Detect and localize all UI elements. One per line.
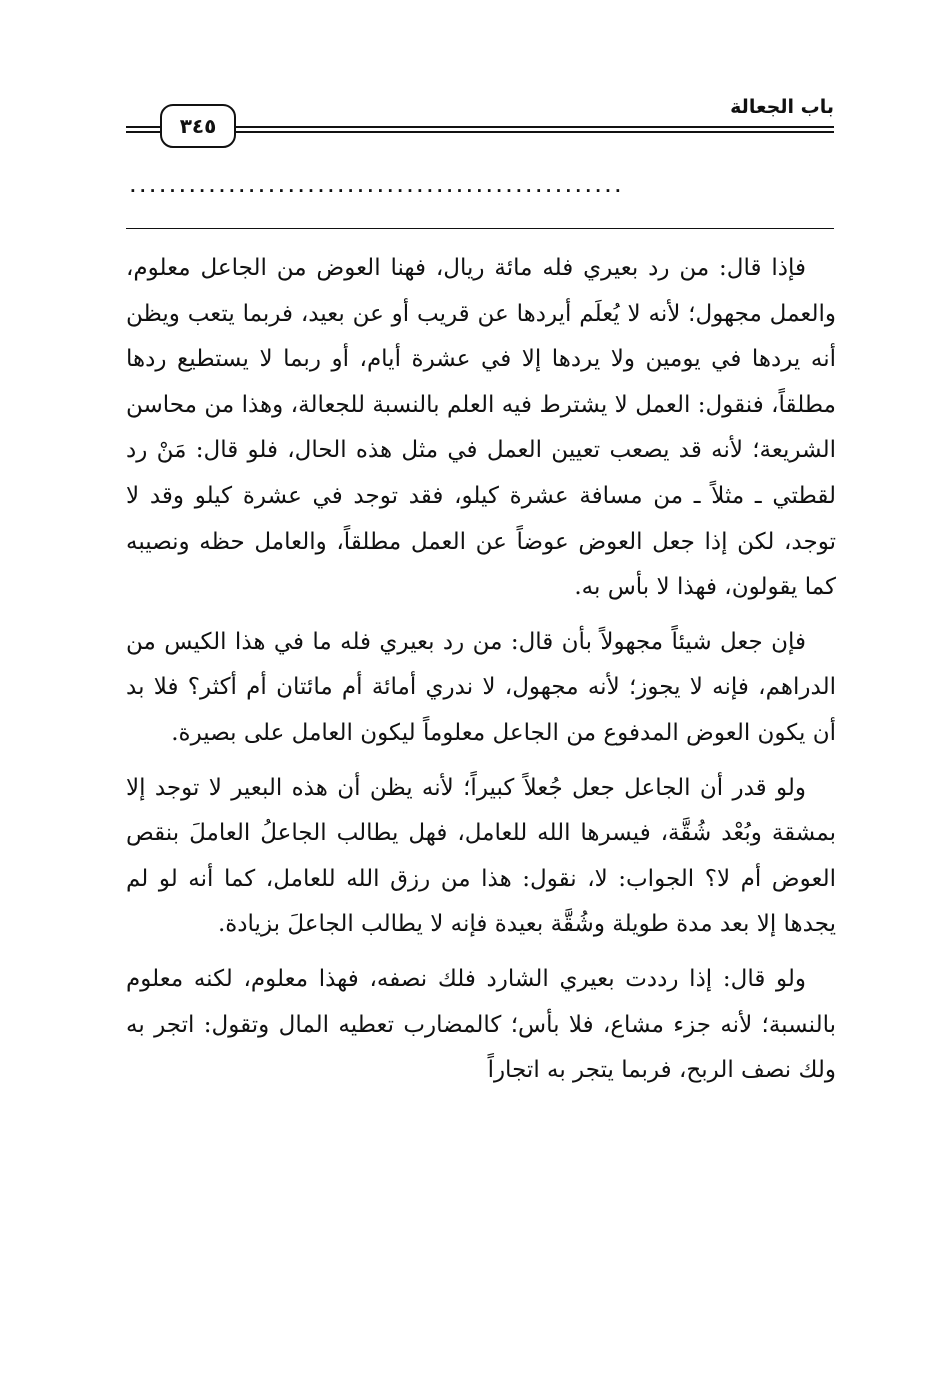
header-rule-right: [226, 126, 834, 133]
paragraph: ولو قال: إذا رددت بعيري الشارد فلك نصفه، فهذا معلوم، لكنه معلوم بالنسبة؛ لأنه جزء مشاع، فلا بأس؛ كالمضارب تعطيه المال وتقول: اتجر به ولك نصف الربح، فربما يتجر به اتجاراً: [126, 965, 836, 1084]
page-header: [126, 92, 834, 152]
dotted-separator: ..................................................: [130, 178, 625, 196]
chapter-title: باب الجعالة: [730, 96, 834, 118]
paragraph: فإن جعل شيئاً مجهولاً بأن قال: من رد بعيري فله ما في هذا الكيس من الدراهم، فإنه لا يجوز؛ لأنه مجهول، لا ندري أمائة أم مائتان أم أكثر؟ فلا بد أن يكون العوض المدفوع من الجاعل معلوماً ليكون العامل على بصيرة.: [126, 628, 836, 746]
page-number: ٣٤٥: [160, 104, 236, 148]
paragraph: ولو قدر أن الجاعل جعل جُعلاً كبيراً؛ لأنه يظن أن هذه البعير لا توجد إلا بمشقة وبُعْد شُقَّة، فيسرها الله للعامل، فهل يطالب الجاعلُ العاملَ بنقص العوض أم لا؟ الجواب: لا، نقول: هذا من رزق الله للعامل، كما أنه لو لم يجدها إلا بعد مدة طويلة وشُقَّة بعيدة فإنه لا يطالب الجاعلَ بزيادة.: [126, 774, 836, 938]
paragraph: فإذا قال: من رد بعيري فله مائة ريال، فهنا العوض من الجاعل معلوم، والعمل مجهول؛ لأنه لا يُعلَم أيردها عن قريب أو عن بعيد، فربما يتعب ويظن أنه يردها في يومين ولا يردها إلا في عشرة أيام، أو ربما لا يستطيع ردها مطلقاً، فنقول: العمل لا يشترط فيه العلم بالنسبة للجعالة، وهذا من محاسن الشريعة؛ لأنه قد يصعب تعيين العمل في مثل هذه الحال، فلو قال: مَنْ رد لقطتي ـ مثلاً ـ من مسافة عشرة كيلو، فقد توجد في عشرة كيلو وقد لا توجد، لكن إذا جعل العوض عوضاً عن العمل مطلقاً، والعامل حظه ونصيبه كما يقولون، فهذا لا بأس به.: [126, 255, 837, 601]
page-body: [126, 246, 836, 1103]
separator-line: [126, 228, 834, 229]
